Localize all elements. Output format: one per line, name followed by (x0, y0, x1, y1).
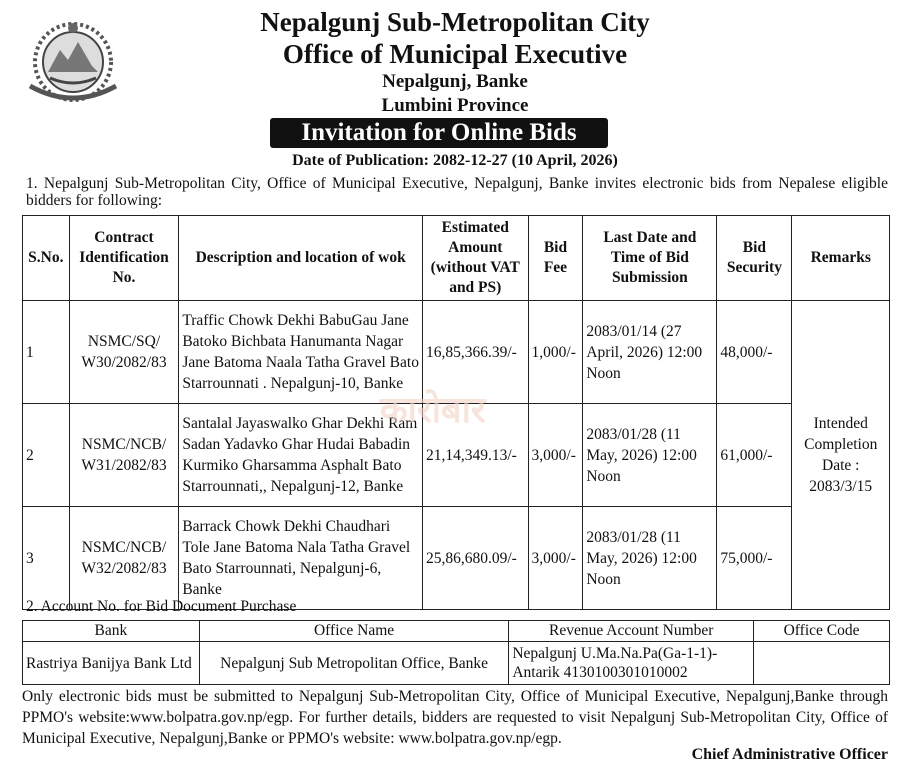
header-contract-id: Contract Identification No. (69, 216, 179, 301)
cell-contract-id: NSMC/NCB/ W32/2082/83 (69, 507, 179, 610)
cell-sno: 2 (23, 404, 70, 507)
cell-bank: Rastriya Banijya Bank Ltd (23, 642, 200, 685)
cell-deadline: 2083/01/14 (27 April, 2026) 12:00 Noon (583, 301, 717, 404)
cell-amount: 25,86,680.09/- (422, 507, 528, 610)
cell-security: 75,000/- (717, 507, 792, 610)
header-bank: Bank (23, 621, 200, 642)
header-revenue-account: Revenue Account Number (509, 621, 754, 642)
office-location: Nepalgunj, Banke (382, 71, 528, 92)
header-office-code: Office Code (754, 621, 890, 642)
header-bid-security: Bid Security (717, 216, 792, 301)
header-last-date: Last Date and Time of Bid Submission (583, 216, 717, 301)
cell-description: Santalal Jayaswalko Ghar Dekhi Ram Sadan Yadavko Ghar Hudai Babadin Kurmiko Gharsamma Asphalt Bato Starrounnati,, Nepalgunj-12, Banke (179, 404, 423, 507)
cell-security: 48,000/- (717, 301, 792, 404)
table-row (23, 507, 890, 610)
account-header-row (23, 621, 890, 642)
header-sno: S.No. (23, 216, 70, 301)
cell-deadline: 2083/01/28 (11 May, 2026) 12:00 Noon (583, 507, 717, 610)
cell-remarks: Intended Completion Date : 2083/3/15 (792, 301, 890, 610)
footer-paragraph: Only electronic bids must be submitted to Nepalgunj Sub-Metropolitan City, Office of Municipal Executive, Nepalgunj,Banke through PPMO's website:www.bolpatra.gov.np/egp. For further details, bidders are requested to visit Nepalgunj Sub-Metropolitan City, Office of Municipal Executive, Nepalgunj,Banke or PPMO's website: www.bolpatra.gov.np/egp. (22, 688, 888, 747)
publication-date: Date of Publication: 2082-12-27 (10 April, 2026) (292, 152, 618, 169)
cell-contract-id: NSMC/SQ/ W30/2082/83 (69, 301, 179, 404)
cell-revenue-account: Nepalgunj U.Ma.Na.Pa(Ga-1-1)-Antarik 4130100301010002 (509, 642, 754, 685)
table-row (23, 642, 890, 685)
header-office-name: Office Name (199, 621, 509, 642)
office-subtitle: Office of Municipal Executive (282, 39, 628, 69)
header-bid-fee: Bid Fee (528, 216, 583, 301)
cell-description: Barrack Chowk Dekhi Chaudhari Tole Jane Batoma Nala Tatha Gravel Bato Starrounnati, Nepalgunj-6, Banke (179, 507, 423, 610)
cell-deadline: 2083/01/28 (11 May, 2026) 12:00 Noon (583, 404, 717, 507)
table-header-row (23, 216, 890, 301)
header-estimated-amount: Estimated Amount (without VAT and PS) (422, 216, 528, 301)
cell-fee: 3,000/- (528, 404, 583, 507)
cell-amount: 16,85,366.39/- (422, 301, 528, 404)
office-name-title: Nepalgunj Sub-Metropolitan City (260, 7, 650, 37)
cell-contract-id: NSMC/NCB/ W31/2082/83 (69, 404, 179, 507)
cell-fee: 3,000/- (528, 507, 583, 610)
notice-banner: Invitation for Online Bids (270, 118, 608, 148)
signatory-title: Chief Administrative Officer (691, 746, 888, 763)
cell-security: 61,000/- (717, 404, 792, 507)
cell-sno: 1 (23, 301, 70, 404)
intro-paragraph: 1. Nepalgunj Sub-Metropolitan City, Office of Municipal Executive, Nepalgunj, Banke invites electronic bids from Nepalese eligible bidders for following: (26, 175, 888, 209)
header-remarks: Remarks (792, 216, 890, 301)
watermark: कारोबार (380, 390, 486, 430)
office-province: Lumbini Province (381, 95, 529, 116)
header-description: Description and location of wok (179, 216, 423, 301)
cell-amount: 21,14,349.13/- (422, 404, 528, 507)
cell-office-name: Nepalgunj Sub Metropolitan Office, Banke (199, 642, 509, 685)
cell-description: Traffic Chowk Dekhi BabuGau Jane Batoko Bichbata Hanumanta Nagar Jane Batoma Naala Tatha Gravel Bato Starrounnati . Nepalgunj-10, Banke (179, 301, 423, 404)
account-section-title: 2. Account No. for Bid Document Purchase (26, 598, 297, 615)
cell-sno: 3 (23, 507, 70, 610)
cell-office-code (754, 642, 890, 685)
cell-fee: 1,000/- (528, 301, 583, 404)
account-table (22, 620, 890, 685)
